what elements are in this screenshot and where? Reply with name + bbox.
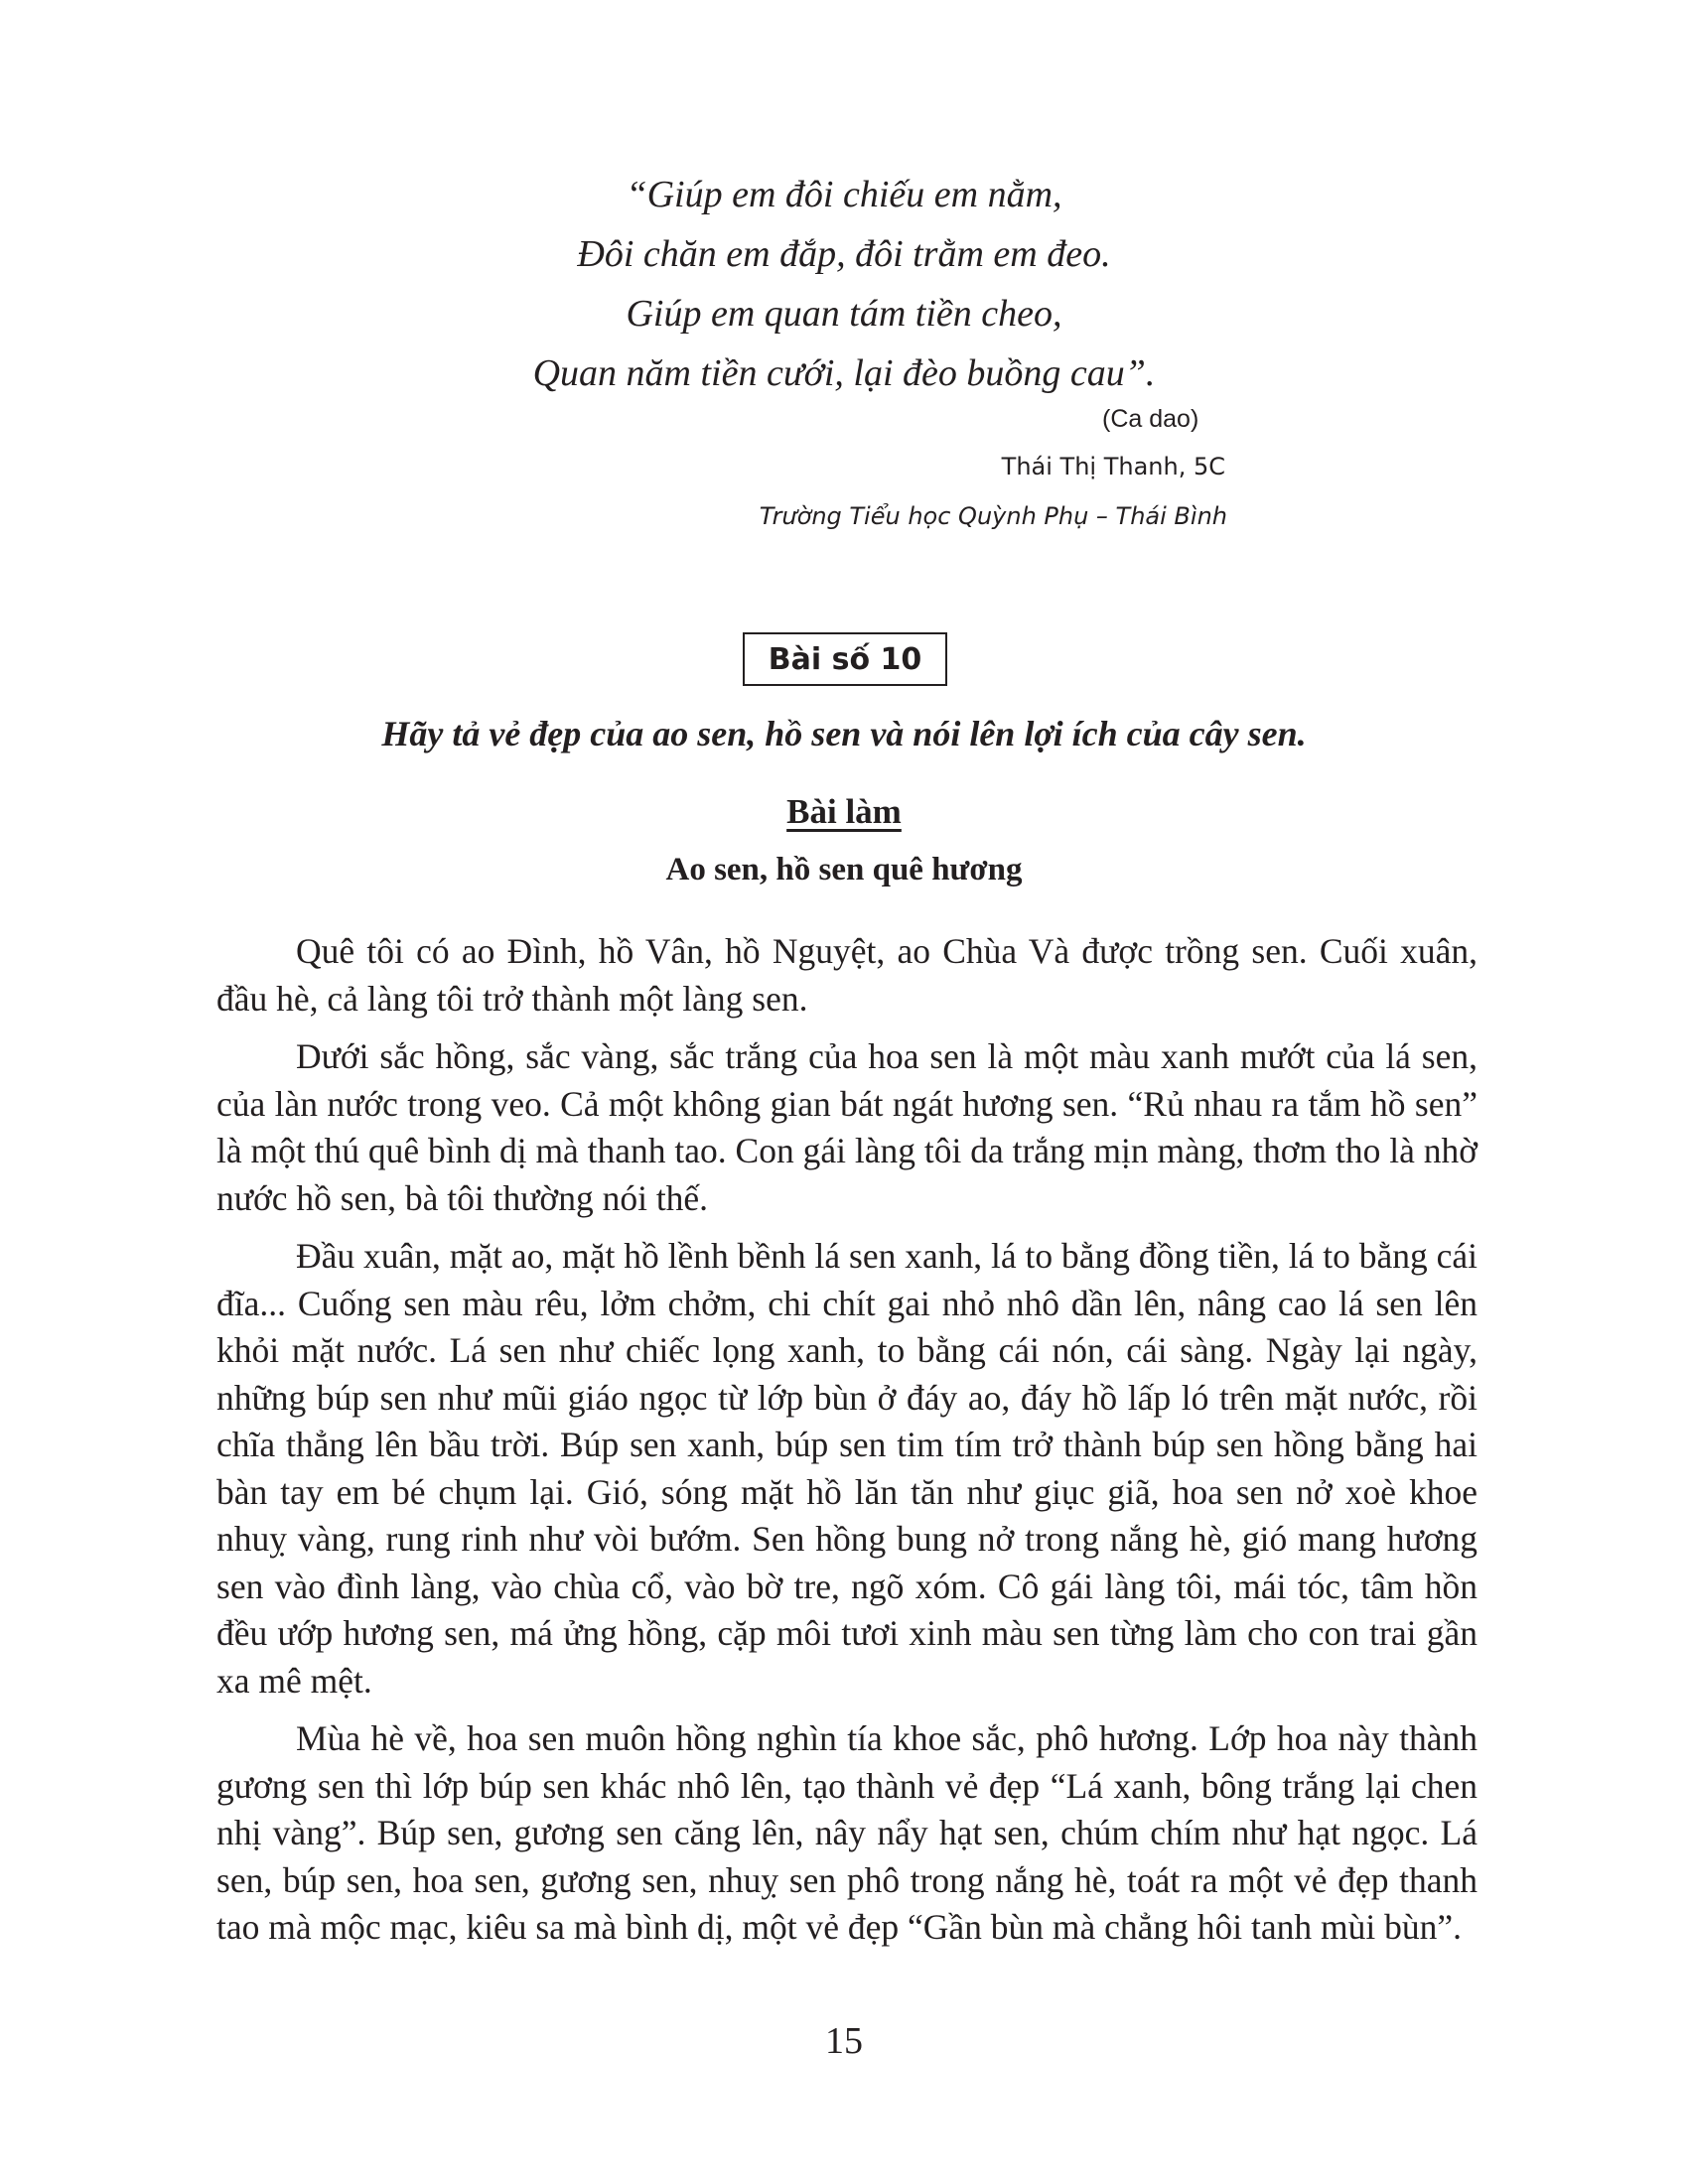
essay-paragraph: Dưới sắc hồng, sắc vàng, sắc trắng của hoa sen là một màu xanh mướt của lá sen, của làn nước trong veo. Cả một không gian bát ngát hương sen. “Rủ nhau ra tắm hồ sen” là một thú quê bình dị mà thanh tao. Con gái làng tôi da trắng mịn màng, thơm tho là nhờ nước hồ sen, bà tôi thường nói thế. bbox=[216, 1036, 1477, 1218]
exercise-label: Bài số 10 bbox=[768, 641, 922, 677]
exercise-prompt: Hãy tả vẻ đẹp của ao sen, hồ sen và nói lên lợi ích của cây sen. bbox=[381, 714, 1307, 753]
poem bbox=[0, 165, 1688, 403]
poem-line: “Giúp em đôi chiếu em nằm, bbox=[626, 174, 1062, 215]
page-number: 15 bbox=[825, 2020, 863, 2062]
essay-paragraph: Đầu xuân, mặt ao, mặt hồ lềnh bềnh lá sen xanh, lá to bằng đồng tiền, lá to bằng cái đĩa... Cuống sen màu rêu, lởm chởm, chi chít gai nhỏ nhô dần lên, nâng cao lá sen lên khỏi mặt nước. Lá sen như chiếc lọng xanh, to bằng cái nón, cái sàng. Ngày lại ngày, những búp sen như mũi giáo ngọc từ lớp bùn ở đáy ao, đáy hồ lấp ló trên mặt nước, rồi chĩa thẳng lên bầu trời. Búp sen xanh, búp sen tim tím trở thành búp sen hồng bằng hai bàn tay em bé chụm lại. Gió, sóng mặt hồ lăn tăn như giục giã, hoa sen nở xoè khoe nhuỵ vàng, rung rinh như vòi bướm. Sen hồng bung nở trong nắng hè, gió mang hương sen vào đình làng, vào chùa cổ, vào bờ tre, ngõ xóm. Cô gái làng tôi, mái tóc, tâm hồn đều ướp hương sen, má ửng hồng, cặp môi tươi xinh màu sen từng làm cho con trai gần xa mê mệt. bbox=[216, 1236, 1477, 1701]
author-name: Thái Thị Thanh, 5C bbox=[1001, 453, 1225, 480]
poem-source: (Ca dao) bbox=[1102, 405, 1199, 433]
poem-line: Quan năm tiền cưới, lại đèo buồng cau”. bbox=[532, 352, 1156, 394]
exercise-label-box bbox=[743, 632, 947, 686]
essay-paragraph: Quê tôi có ao Đình, hồ Vân, hồ Nguyệt, ao Chùa Và được trồng sen. Cuối xuân, đầu hè, cả làng tôi trở thành một làng sen. bbox=[216, 931, 1477, 1019]
essay-paragraph: Mùa hè về, hoa sen muôn hồng nghìn tía khoe sắc, phô hương. Lớp hoa này thành gương sen thì lớp búp sen khác nhô lên, tạo thành vẻ đẹp “Lá xanh, bông trắng lại chen nhị vàng”. Búp sen, gương sen căng lên, nây nẩy hạt sen, chúm chím như hạt ngọc. Lá sen, búp sen, hoa sen, gương sen, nhuỵ sen phô trong nắng hè, toát ra một vẻ đẹp thanh tao mà mộc mạc, kiêu sa mà bình dị, một vẻ đẹp “Gần bùn mà chẳng hôi tanh mùi bùn”. bbox=[216, 1718, 1477, 1947]
author-school: Trường Tiểu học Quỳnh Phụ – Thái Bình bbox=[759, 502, 1227, 530]
poem-line: Đôi chăn em đắp, đôi trằm em đeo. bbox=[577, 233, 1111, 275]
essay-title: Ao sen, hồ sen quê hương bbox=[665, 852, 1023, 887]
essay-body bbox=[216, 928, 1477, 1963]
answer-heading: Bài làm bbox=[786, 792, 902, 831]
poem-line: Giúp em quan tám tiền cheo, bbox=[626, 293, 1062, 335]
